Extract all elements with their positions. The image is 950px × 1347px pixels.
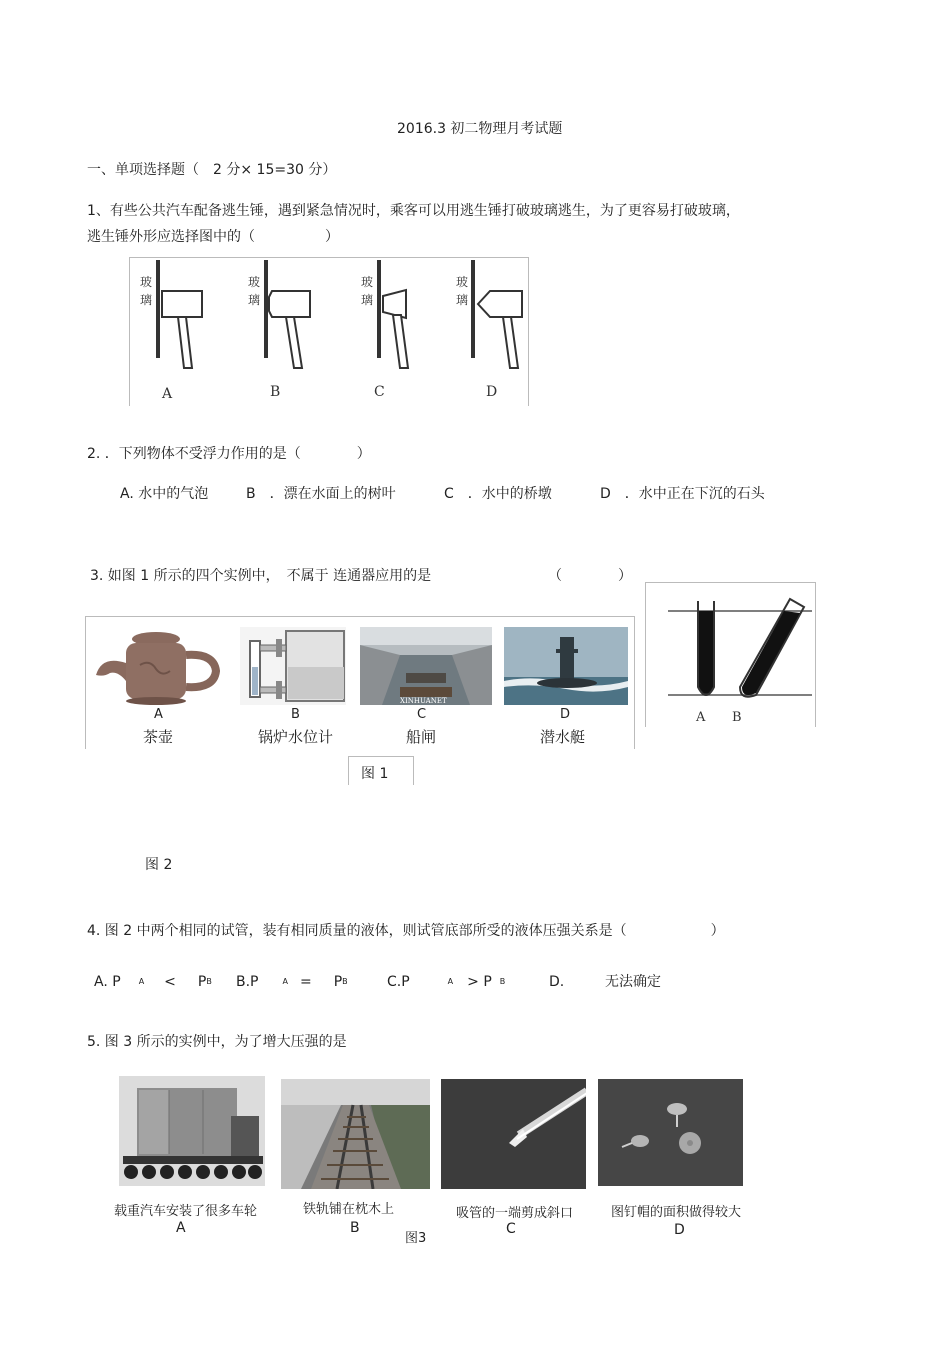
glass-label-d-top: 玻	[456, 275, 469, 289]
q4-a-sub1: A	[138, 977, 145, 986]
xinhua-watermark: XINHUANET	[400, 697, 447, 705]
q4-b-p2: P	[333, 974, 343, 990]
q1-stem-line1: 1、有些公共汽车配备逃生锤，遇到紧急情况时，乘客可以用逃生锤打破玻璃逃生，为了更容易打破玻璃，	[87, 203, 740, 219]
fig1-name-b: 锅炉水位计	[258, 728, 334, 746]
q5-stem: 5. 图 3 所示的实例中，为了增大压强的是	[87, 1034, 347, 1050]
q5-caption-c: 吸管的一端剪成斜口	[456, 1206, 574, 1221]
q1-hammer-figure	[129, 257, 529, 406]
q4-b-sub1: A	[282, 977, 288, 986]
straw-photo	[441, 1079, 586, 1189]
q4-a-p2: P	[197, 974, 207, 990]
ship-lock-photo	[360, 627, 492, 705]
hammer-d	[473, 260, 522, 368]
q4-c-prefix: C.P	[387, 974, 410, 990]
q4-a-op: <	[164, 974, 176, 990]
q4-c-sub2: B	[499, 977, 506, 986]
truck-photo	[119, 1076, 265, 1186]
q3-stem: 3. 如图 1 所示的四个实例中， 不属于 连通器应用的是	[90, 568, 432, 584]
fig1-name-c: 船闸	[406, 728, 437, 746]
q4-c-sub1: A	[447, 977, 454, 986]
glass-label-b-top: 玻	[248, 275, 261, 289]
q4-b-op: =	[299, 974, 312, 990]
q5-caption-b: 铁轨铺在枕木上	[303, 1202, 395, 1217]
submarine-photo	[504, 627, 628, 705]
q4-a-sub2: B	[206, 977, 212, 986]
q5-caption-d: 图钉帽的面积做得较大	[611, 1205, 742, 1220]
fig1-letter-d: D	[560, 707, 571, 722]
q2-option-d: D ．水中正在下沉的石头	[600, 486, 765, 502]
boiler-gauge-photo	[240, 627, 346, 705]
q5-letter-a: A	[176, 1220, 186, 1236]
q4-b-prefix: B.P	[236, 974, 259, 990]
hammer-b	[266, 260, 310, 368]
hammer-letter-c: C	[374, 384, 385, 400]
fig3-label: 图3	[405, 1231, 427, 1246]
q5-letter-c: C	[506, 1221, 516, 1237]
fig1-name-a: 茶壶	[143, 728, 174, 746]
hammer-figure-svg	[130, 258, 528, 406]
fig2-letter-b: B	[732, 710, 742, 725]
q4-option-d-text: 无法确定	[605, 974, 661, 990]
q4-stem: 4. 图 2 中两个相同的试管，装有相同质量的液体，则试管底部所受的液体压强关系是（ ）	[87, 923, 725, 939]
fig2-label: 图 2	[145, 857, 173, 873]
fig1-letter-c: C	[417, 707, 427, 722]
q2-option-b: B ．漂在水面上的树叶	[246, 486, 396, 502]
figure-1	[85, 616, 635, 749]
q2-option-c: C ．水中的桥墩	[444, 486, 552, 502]
section-header: 一、单项选择题（ 2 分× 15=30 分）	[87, 162, 337, 178]
thumbtack-photo	[598, 1079, 743, 1186]
glass-label-a-bottom: 璃	[140, 293, 153, 307]
page-title: 2016.3 初二物理月考试题	[397, 121, 563, 137]
q2-stem: 2. ．下列物体不受浮力作用的是（ ）	[87, 446, 371, 462]
fig1-name-d: 潜水艇	[540, 728, 586, 746]
q4-option-b	[236, 972, 348, 992]
glass-label-c-bottom: 璃	[361, 293, 374, 307]
teapot-photo	[90, 625, 228, 707]
q4-c-op: > P	[467, 974, 492, 990]
q5-caption-a: 载重汽车安装了很多车轮	[114, 1204, 258, 1219]
q5-letter-b: B	[350, 1220, 360, 1236]
hammer-letter-a: A	[162, 386, 173, 402]
q4-option-d-label: D.	[549, 974, 565, 990]
q4-option-c	[387, 972, 505, 992]
q4-a-prefix: A. P	[94, 974, 121, 990]
hammer-letter-d: D	[486, 384, 498, 400]
railway-photo	[281, 1079, 430, 1189]
fig1-label-box	[348, 756, 414, 785]
q2-option-a: A. 水中的气泡	[120, 486, 209, 502]
q4-b-sub2: B	[342, 977, 348, 986]
glass-label-b-bottom: 璃	[248, 293, 261, 307]
fig1-letter-b: B	[291, 707, 300, 722]
q5-letter-d: D	[674, 1222, 685, 1238]
figure-2	[645, 582, 816, 727]
q4-option-a	[94, 972, 212, 992]
fig2-letter-a: A	[696, 710, 706, 725]
hammer-letter-b: B	[270, 384, 281, 400]
test-tubes-svg	[646, 583, 815, 727]
glass-label-c-top: 玻	[361, 275, 374, 289]
glass-label-d-bottom: 璃	[456, 293, 469, 307]
glass-label-a-top: 玻	[140, 275, 153, 289]
fig1-label: 图 1	[361, 766, 389, 782]
q3-answer-paren: （ ）	[548, 568, 632, 584]
hammer-a	[158, 260, 202, 368]
hammer-c	[379, 260, 408, 368]
fig1-letter-a: A	[154, 707, 163, 722]
q1-stem-line2: 逃生锤外形应选择图中的（ ）	[87, 229, 339, 245]
